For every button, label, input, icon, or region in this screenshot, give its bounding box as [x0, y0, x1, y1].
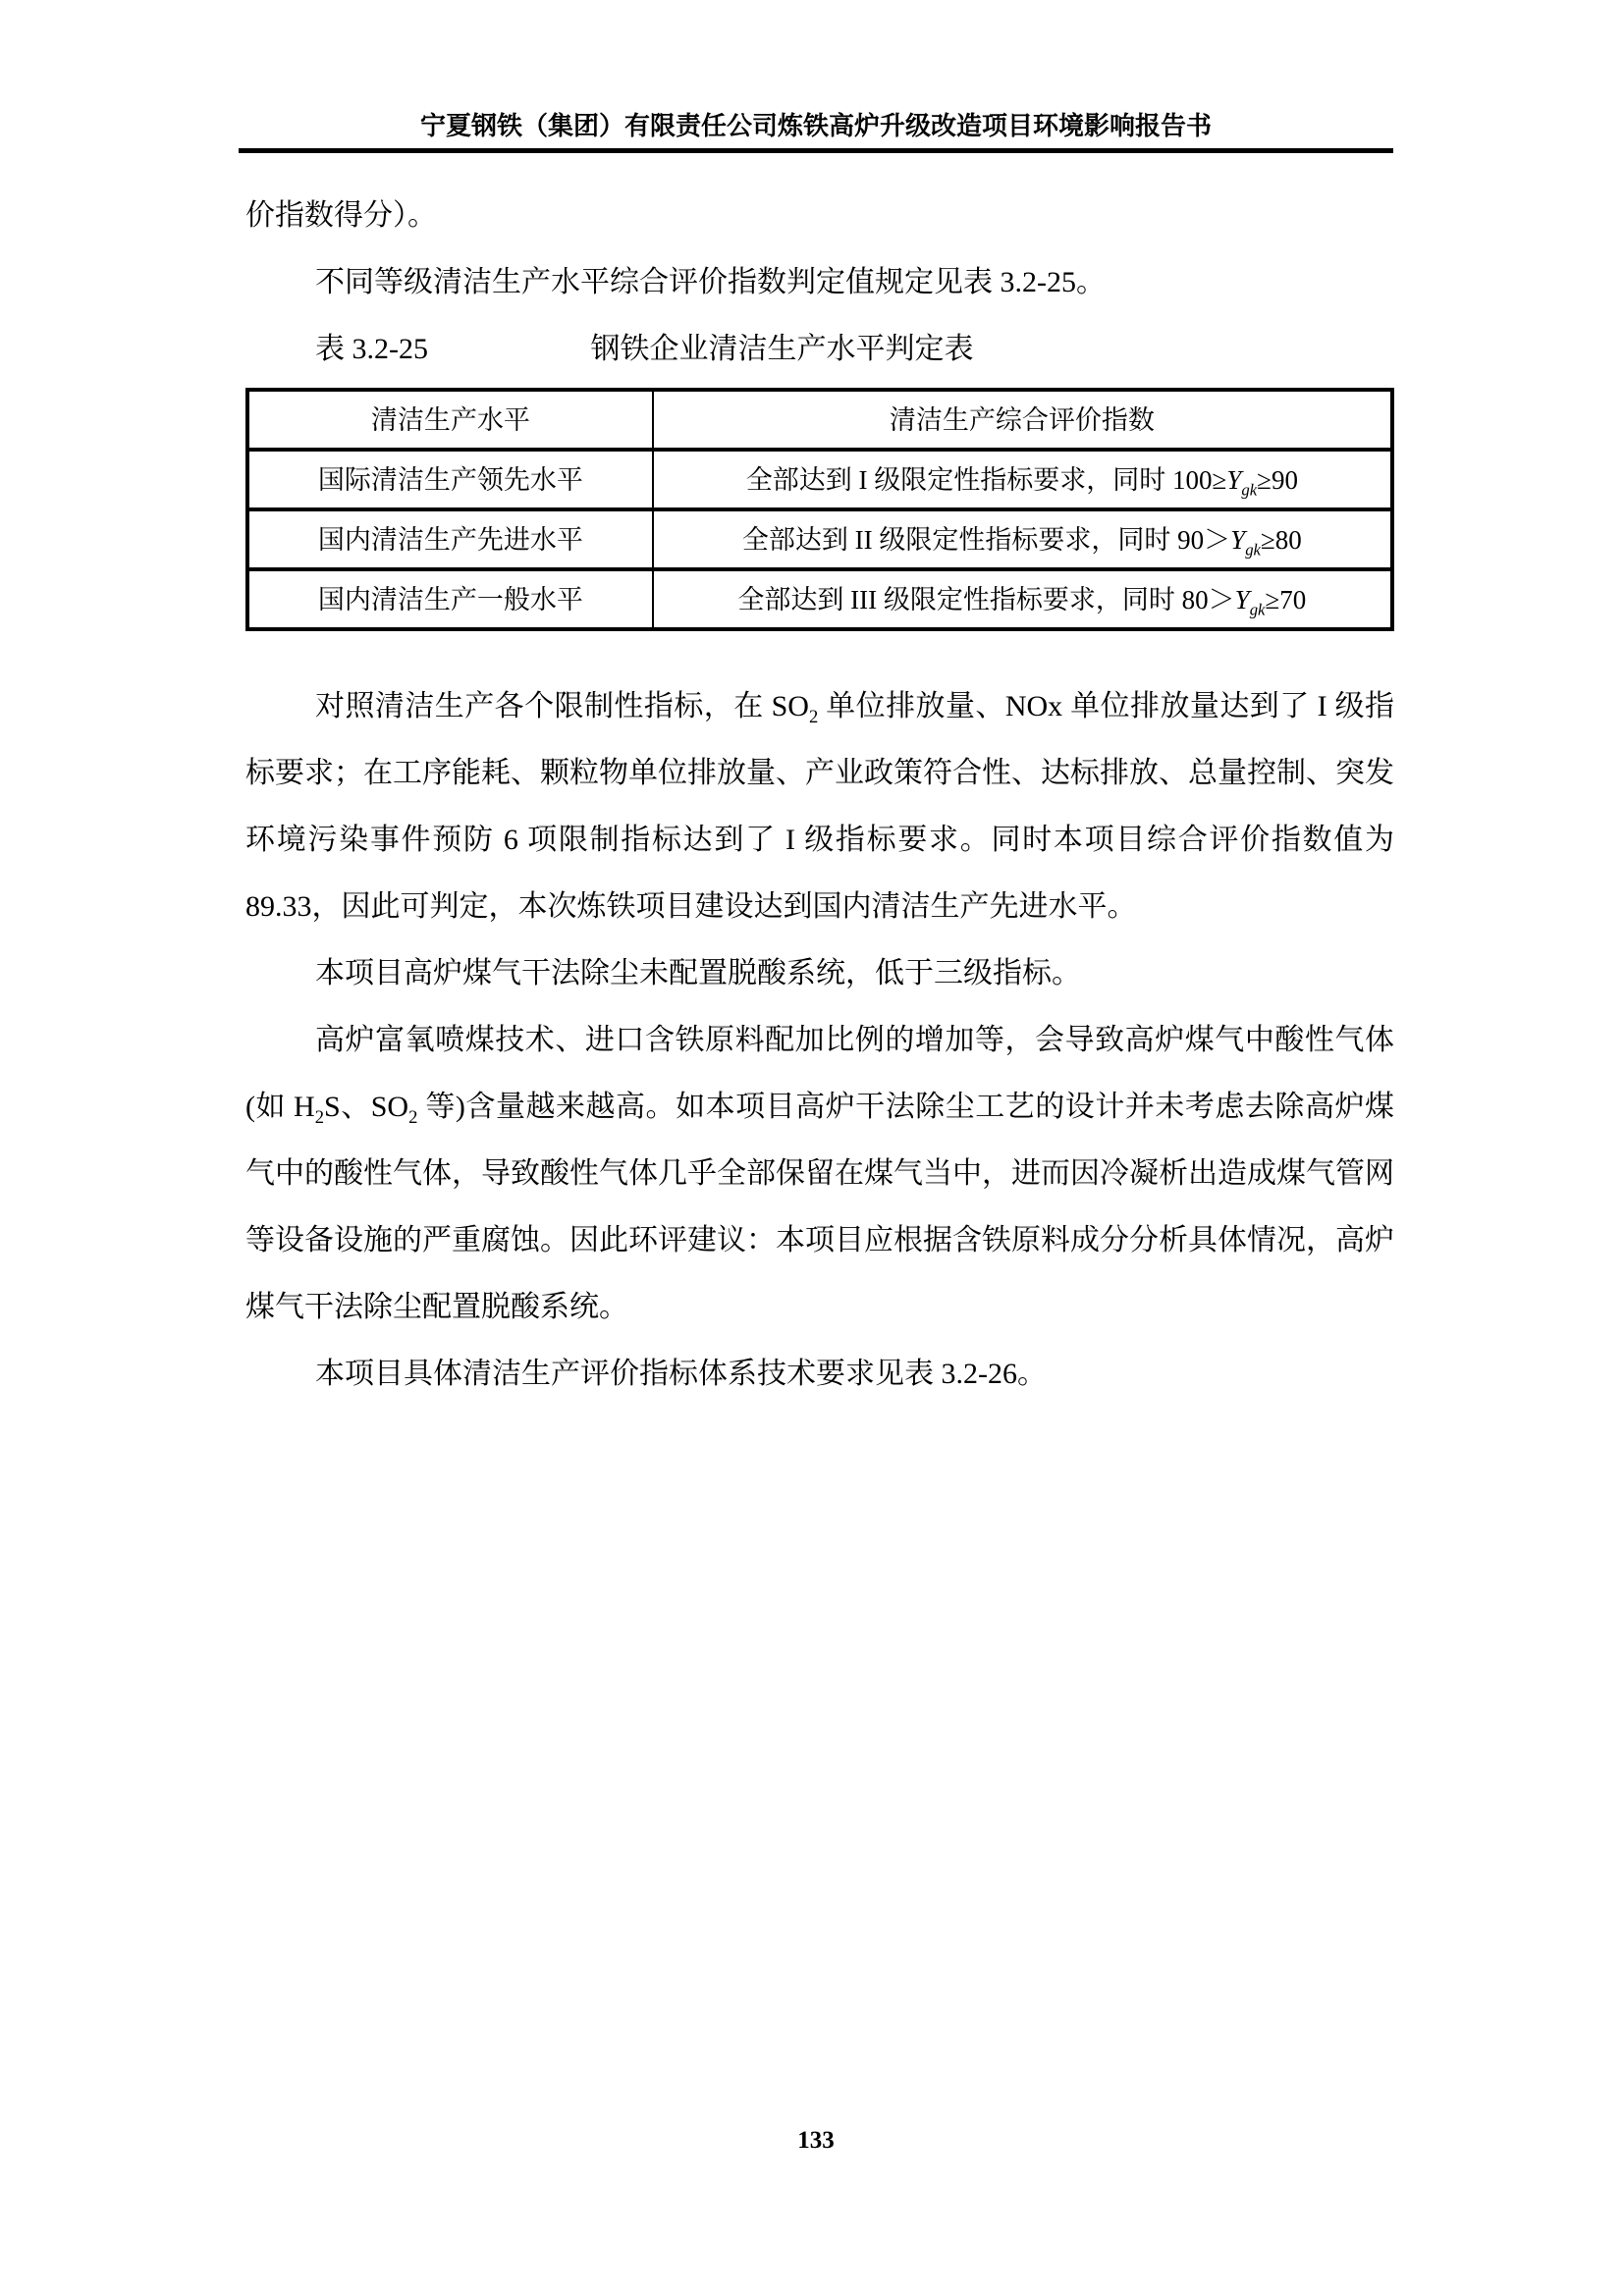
header-rule [239, 148, 1393, 153]
table-cell-criteria: 全部达到 III 级限定性指标要求，同时 $80>Y_{gk}\ge 70$ [653, 569, 1392, 629]
paragraph-judgement: 对照清洁生产各个限制性指标，在 $SO_2$ 单位排放量、NOx 单位排放量达到了 I 级指标要求；在工序能耗、颗粒物单位排放量、产业政策符合性、达标排放、总量控制、突发环境污染事件预防 6 项限制指标达到了 I 级指标要求。同时本项目综合评价指数值为 89.33，因此可判定，本次炼铁项目建设达到国内清洁生产先进水平。 [245, 690, 1394, 923]
paragraph-continuation: 价指数得分）。 [245, 199, 437, 232]
table-cell-level: 国内清洁生产一般水平 [247, 569, 653, 629]
table-caption [245, 316, 1394, 383]
table-header-level: 清洁生产水平 [247, 390, 653, 450]
paragraph-intro: 不同等级清洁生产水平综合评价指数判定值规定见表 3.2-25。 [315, 266, 1106, 298]
table-header-index: 清洁生产综合评价指数 [653, 390, 1392, 450]
table-cell-criteria: 全部达到 I 级限定性指标要求，同时 $100\ge Y_{gk}\ge 90$ [653, 450, 1392, 509]
table-row [247, 569, 1392, 629]
page-header [239, 111, 1393, 153]
table-header-row [247, 390, 1392, 450]
paragraph-acid-gas: 高炉富氧喷煤技术、进口含铁原料配加比例的增加等，会导致高炉煤气中酸性气体(如 $H_2S$、$SO_2$ 等)含量越来越高。如本项目高炉干法除尘工艺的设计并未考虑去除高炉煤气中的酸性气体，导致酸性气体几乎全部保留在煤气当中，进而因冷凝析出造成煤气管网等设备设施的严重腐蚀。因此环评建议：本项目应根据含铁原料成分分析具体情况，高炉煤气干法除尘配置脱酸系统。 [245, 1024, 1394, 1323]
table-cell-criteria: 全部达到 II 级限定性指标要求，同时 $90>Y_{gk}\ge 80$ [653, 509, 1392, 569]
table-caption-title: 钢铁企业清洁生产水平判定表 [590, 333, 974, 365]
paragraph-deacid: 本项目高炉煤气干法除尘未配置脱酸系统，低于三级指标。 [315, 957, 1081, 989]
table-row [247, 450, 1392, 509]
table-row [247, 509, 1392, 569]
cleaner-production-table [245, 388, 1394, 631]
page-number: 133 [797, 2127, 835, 2154]
table-caption-label: 表 3.2-25 [315, 333, 428, 365]
document-body [245, 183, 1394, 1408]
table-cell-level: 国际清洁生产领先水平 [247, 450, 653, 509]
table-cell-level: 国内清洁生产先进水平 [247, 509, 653, 569]
document-title: 宁夏钢铁（集团）有限责任公司炼铁高炉升级改造项目环境影响报告书 [419, 112, 1212, 140]
paragraph-closing: 本项目具体清洁生产评价指标体系技术要求见表 3.2-26。 [315, 1358, 1047, 1390]
